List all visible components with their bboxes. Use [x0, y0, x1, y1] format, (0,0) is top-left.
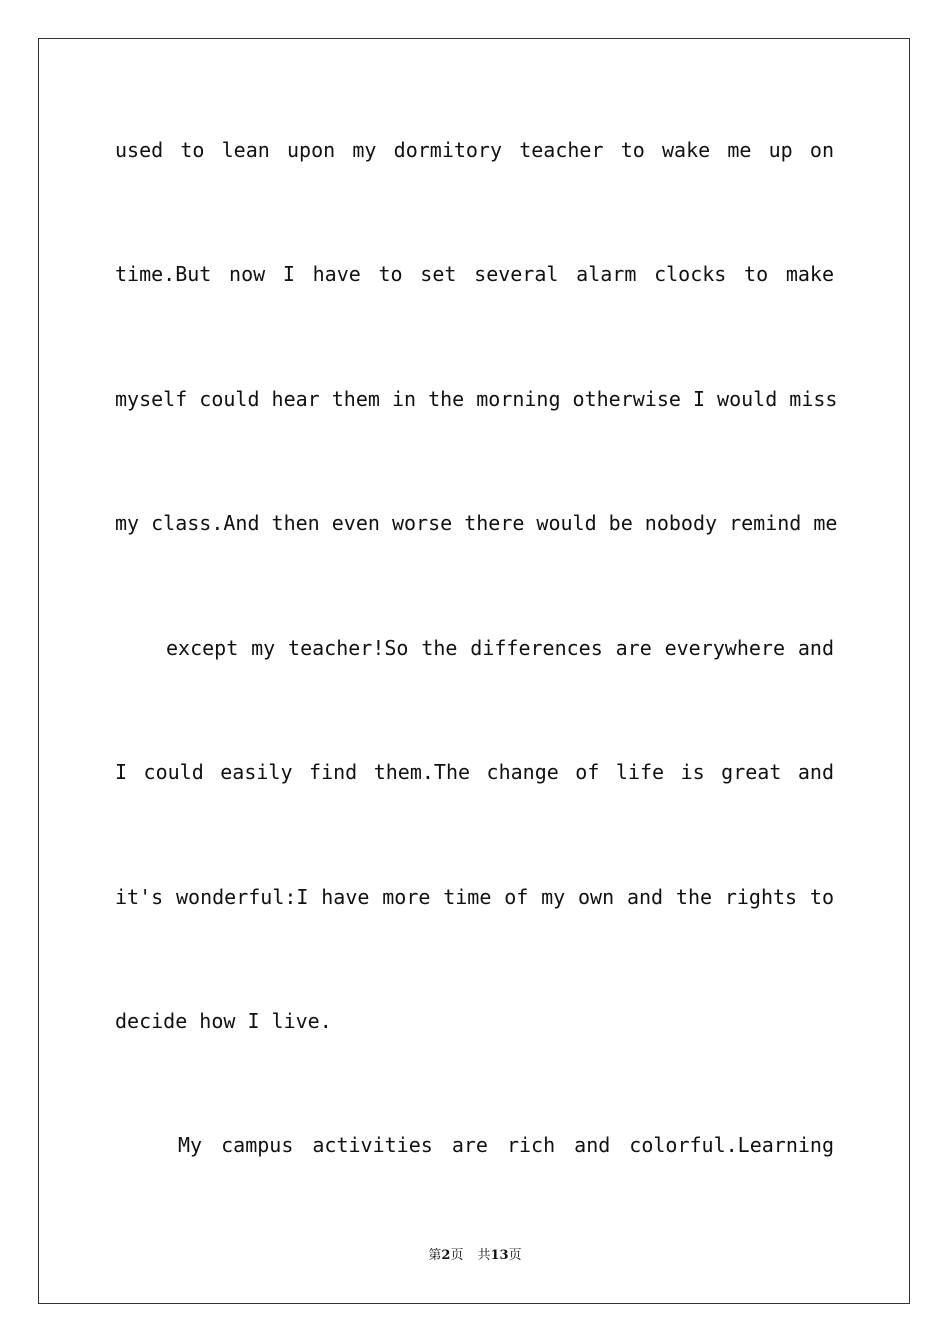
body-line-4: my class.And then even worse there would be nobody remind me [115, 511, 838, 535]
footer-total-prefix: 共 [477, 1248, 491, 1263]
footer-total-unit: 页 [508, 1248, 522, 1263]
body-line-1: used to lean upon my dormitory teacher to wake me up on [115, 138, 834, 162]
body-line-6: I could easily find them.The change of life is great and [115, 760, 834, 784]
body-line-8: decide how I live. [115, 1009, 332, 1033]
footer-page-total: 13 [490, 1248, 509, 1263]
body-line-7: it's wonderful:I have more time of my own and the rights to [115, 885, 834, 909]
body-line-3: myself could hear them in the morning otherwise I would miss [115, 387, 838, 411]
footer-page-current: 2 [441, 1248, 451, 1263]
body-line-5: except my teacher!So the differences are everywhere and [166, 636, 834, 660]
body-line-2: time.But now I have to set several alarm clocks to make [115, 262, 834, 286]
page-footer [0, 1246, 950, 1266]
footer-page-prefix: 第 [428, 1248, 442, 1263]
page-border [38, 38, 910, 1304]
body-line-9: My campus activities are rich and colorful.Learning [178, 1133, 834, 1157]
footer-page-unit: 页 [450, 1248, 464, 1263]
